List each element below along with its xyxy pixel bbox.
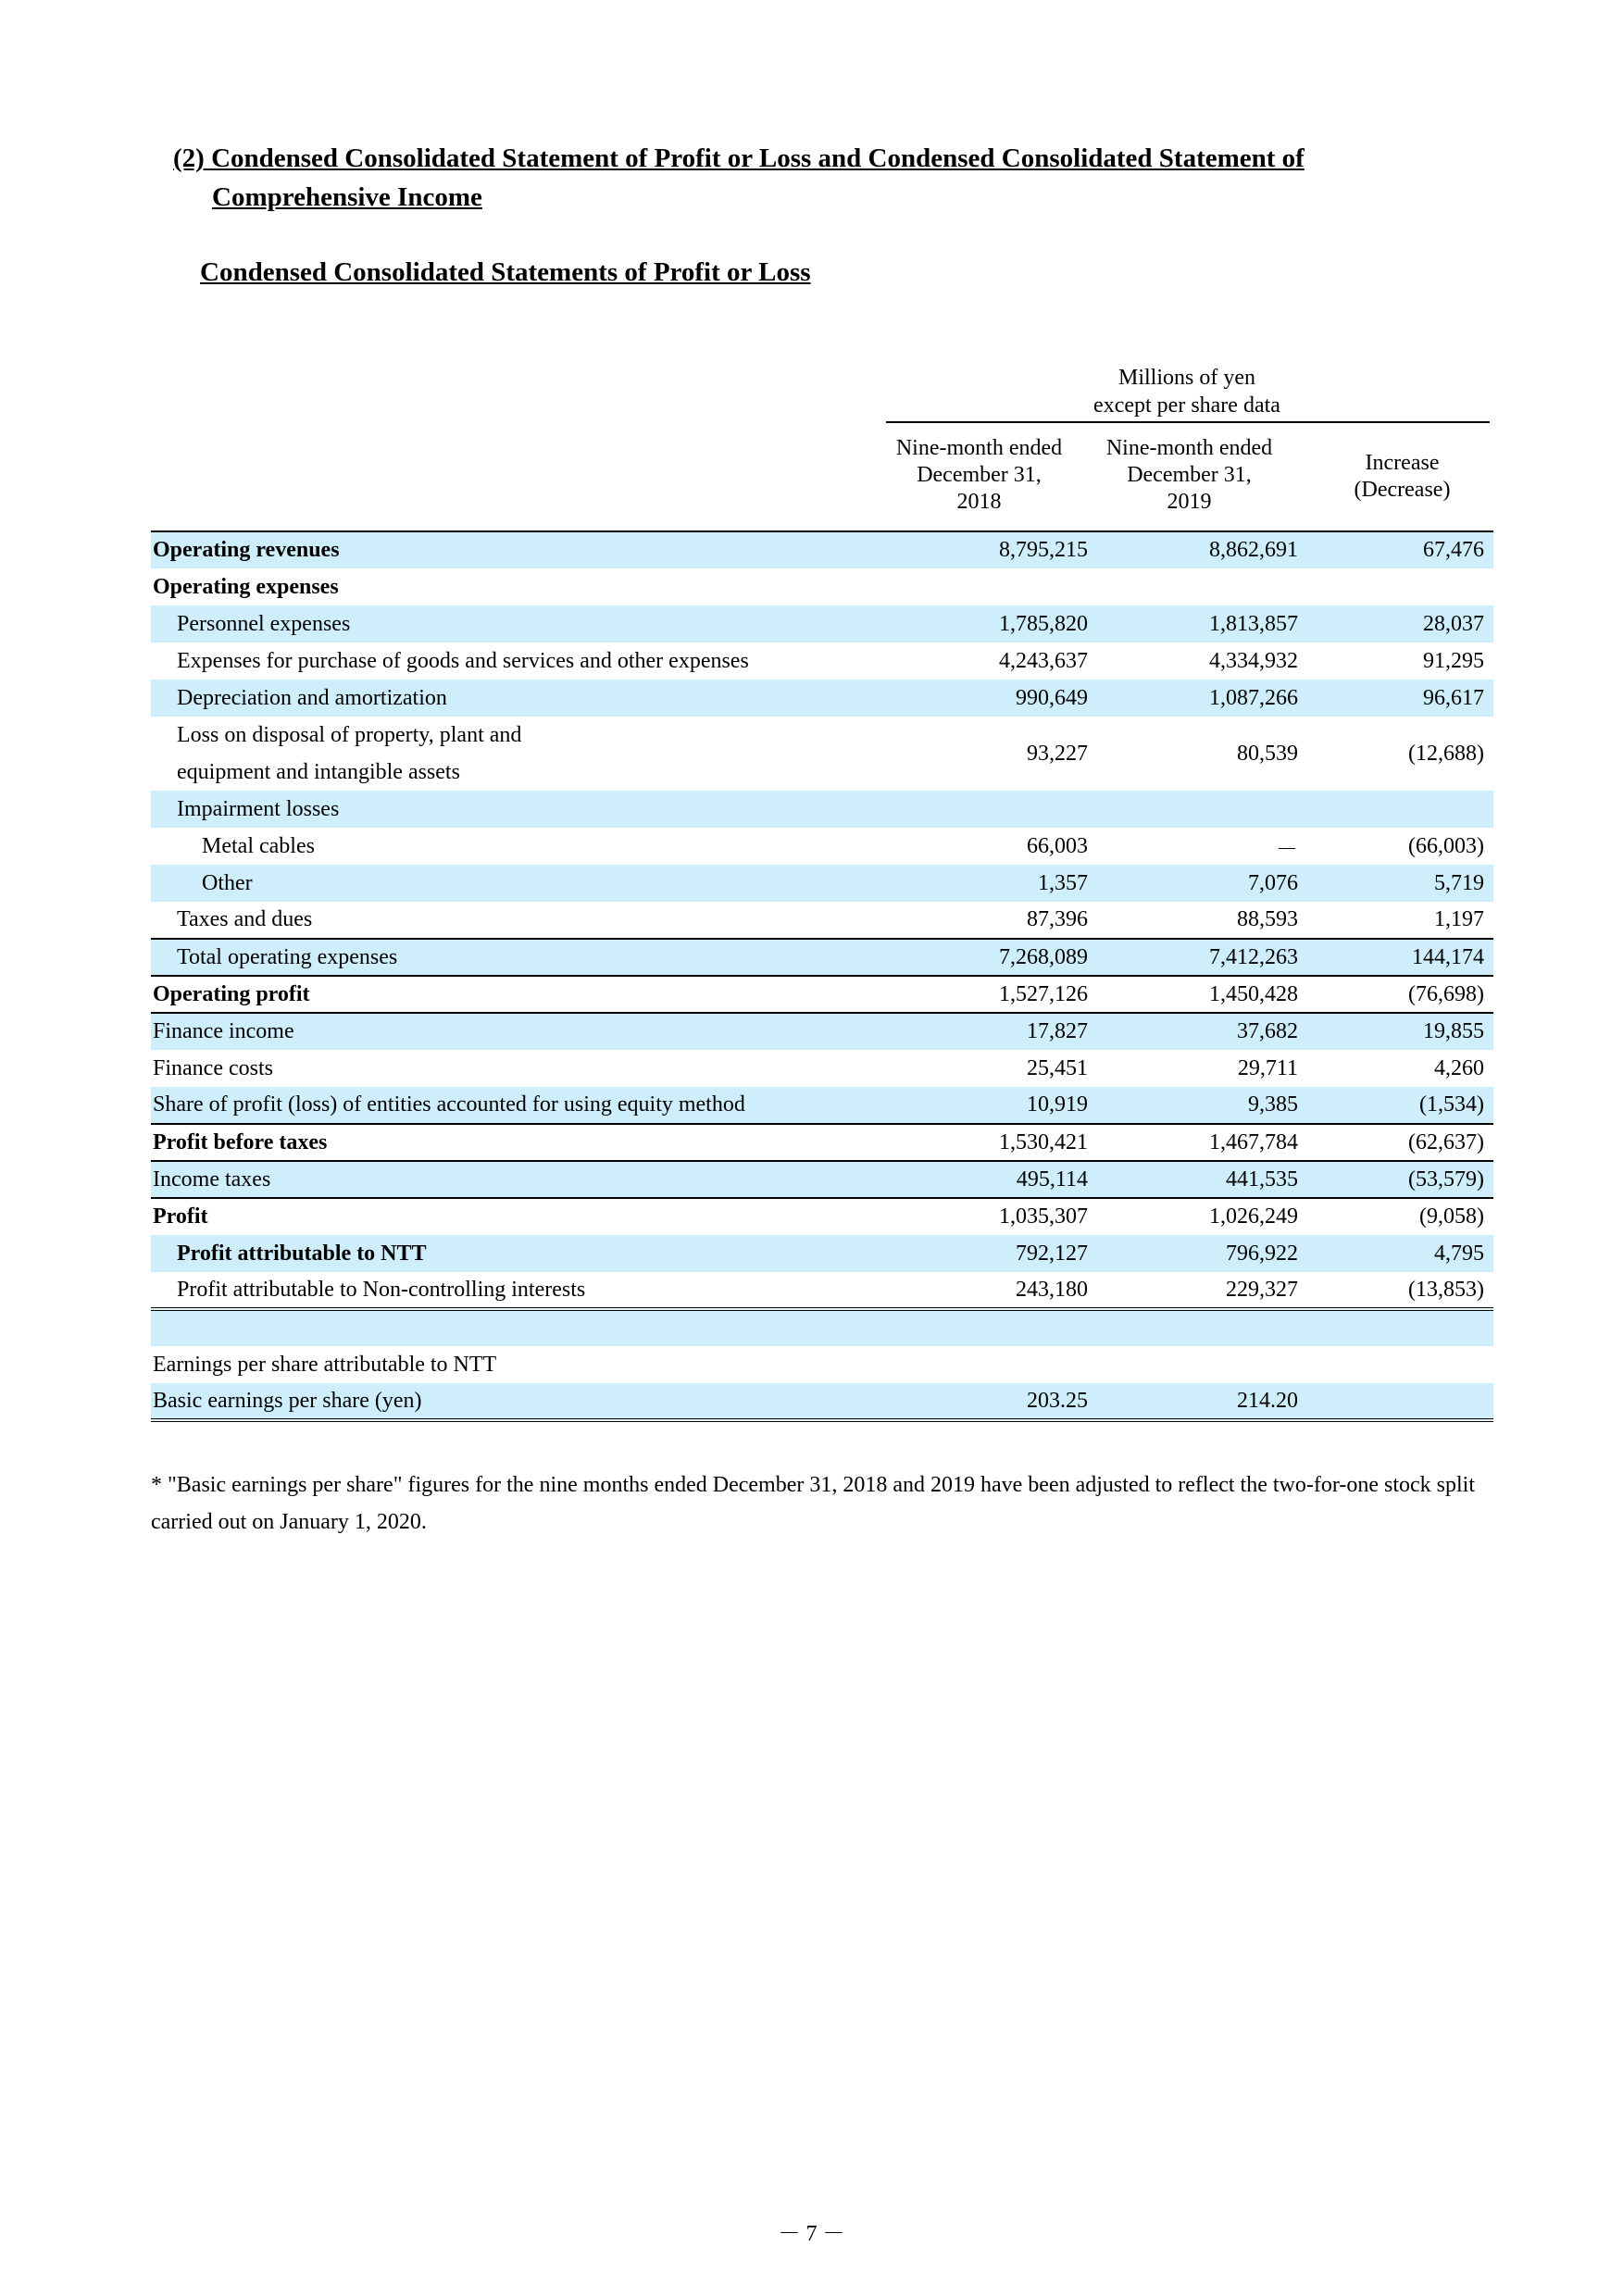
row-label: Finance income — [151, 1013, 887, 1050]
value-change: (12,688) — [1408, 741, 1484, 766]
column-header-2018 — [875, 435, 1083, 516]
value-2018: 25,451 — [1027, 1055, 1088, 1080]
table-row — [151, 568, 1493, 605]
table-row — [151, 865, 1493, 902]
value-2019: 1,026,249 — [1095, 1198, 1305, 1235]
row-label: Profit attributable to NTT — [151, 1235, 887, 1272]
statement-title-line1: (2) Condensed Consolidated Statement of Profit or Loss and Condensed Consolidated Statement of — [173, 144, 1305, 173]
row-label: Earnings per share attributable to NTT — [153, 1352, 497, 1377]
value-2019 — [1095, 568, 1305, 605]
table-row — [151, 1235, 1493, 1272]
table-row — [151, 1346, 1493, 1383]
table-row — [151, 1272, 1493, 1309]
col2019-line3: 2019 — [1167, 490, 1212, 514]
table-row — [151, 902, 1493, 939]
value-change: 4,260 — [1434, 1055, 1484, 1080]
value-2019 — [1095, 791, 1305, 828]
value-change — [1305, 1383, 1493, 1420]
value-2018: 93,227 — [1027, 741, 1088, 766]
table-row — [151, 680, 1493, 717]
value-2018: 203.25 — [887, 1383, 1095, 1420]
value-2018: 1,035,307 — [887, 1198, 1095, 1235]
value-2018: 495,114 — [887, 1161, 1095, 1198]
value-change: 19,855 — [1305, 1013, 1493, 1050]
value-2019: 441,535 — [1095, 1161, 1305, 1198]
value-change: 67,476 — [1305, 531, 1493, 568]
table-row — [151, 1198, 1493, 1235]
value-2018: 87,396 — [1027, 907, 1088, 931]
value-change — [1305, 791, 1493, 828]
table-row — [151, 1087, 1493, 1124]
value-2019: 1,450,428 — [1095, 976, 1305, 1013]
value-2019: 80,539 — [1237, 741, 1298, 766]
colchange-line2: (Decrease) — [1354, 478, 1451, 502]
col2018-line1: Nine-month ended — [895, 436, 1063, 460]
table-row — [151, 1383, 1493, 1420]
table-row — [151, 939, 1493, 976]
row-label: Expenses for purchase of goods and services and other expenses — [177, 648, 749, 673]
value-2018: 1,527,126 — [887, 976, 1095, 1013]
row-label: Profit before taxes — [151, 1124, 887, 1161]
column-header-2019 — [1085, 435, 1293, 516]
footnote: * "Basic earnings per share" figures for the nine months ended December 31, 2018 and 2019 have been adjusted to reflect the two-for-one stock split carried out on January 1, 2020. — [151, 1473, 1476, 1534]
value-2018: 1,357 — [887, 865, 1095, 902]
value-change: 4,795 — [1305, 1235, 1493, 1272]
section-subtitle: Condensed Consolidated Statements of Profit or Loss — [200, 257, 811, 287]
value-2019: 1,087,266 — [1095, 680, 1305, 717]
value-2019: 4,334,932 — [1209, 648, 1298, 673]
profit-loss-table — [151, 530, 1493, 1422]
value-2018 — [887, 1346, 1095, 1383]
value-change: (9,058) — [1305, 1198, 1493, 1235]
units-rule — [886, 421, 1490, 423]
value-2019 — [1095, 1346, 1305, 1383]
statement-title-line2: Comprehensive Income — [212, 182, 482, 212]
value-2018: 8,795,215 — [887, 531, 1095, 568]
value-2019: 7,412,263 — [1095, 939, 1305, 976]
units-header — [1034, 364, 1340, 419]
col2018-line2: December 31, — [917, 463, 1042, 487]
value-2018: 66,003 — [1027, 833, 1088, 858]
value-2018: 1,785,820 — [887, 605, 1095, 643]
row-label: Depreciation and amortization — [151, 680, 887, 717]
value-change: (1,534) — [1305, 1087, 1493, 1124]
value-2019: － — [1276, 837, 1298, 862]
row-label: Taxes and dues — [177, 907, 313, 931]
table-row — [151, 717, 1493, 791]
value-2019: 8,862,691 — [1095, 531, 1305, 568]
row-label: Basic earnings per share (yen) — [151, 1383, 887, 1420]
column-header-change — [1298, 450, 1506, 504]
value-2019: 229,327 — [1095, 1272, 1305, 1309]
value-2018: 990,649 — [887, 680, 1095, 717]
value-2019: 1,813,857 — [1095, 605, 1305, 643]
table-row — [151, 1161, 1493, 1198]
row-label: Share of profit (loss) of entities accounted for using equity method — [151, 1087, 887, 1124]
table-row — [151, 531, 1493, 568]
row-label: Other — [151, 865, 887, 902]
value-2018: 7,268,089 — [887, 939, 1095, 976]
table-row — [151, 976, 1493, 1013]
value-2019: 214.20 — [1095, 1383, 1305, 1420]
value-change: (66,003) — [1408, 833, 1484, 858]
row-label: Profit attributable to Non-controlling interests — [151, 1272, 887, 1309]
col2019-line1: Nine-month ended — [1105, 436, 1273, 460]
value-change: (53,579) — [1305, 1161, 1493, 1198]
value-change: 28,037 — [1305, 605, 1493, 643]
value-change: 144,174 — [1305, 939, 1493, 976]
value-2019: 29,711 — [1237, 1055, 1298, 1080]
value-2018: 243,180 — [887, 1272, 1095, 1309]
value-2018 — [887, 568, 1095, 605]
table-row — [151, 1013, 1493, 1050]
value-change — [1305, 568, 1493, 605]
statement-title — [173, 139, 1469, 217]
row-label: Operating expenses — [153, 574, 339, 599]
value-2019: 7,076 — [1095, 865, 1305, 902]
row-label: Income taxes — [151, 1161, 887, 1198]
row-label: Impairment losses — [151, 791, 887, 828]
value-change: 96,617 — [1305, 680, 1493, 717]
value-change: (76,698) — [1305, 976, 1493, 1013]
value-2018: 17,827 — [887, 1013, 1095, 1050]
row-label: Profit — [151, 1198, 887, 1235]
value-2019: 9,385 — [1095, 1087, 1305, 1124]
row-label: Loss on disposal of property, plant and equipment and intangible assets — [177, 723, 522, 784]
value-2018: 792,127 — [887, 1235, 1095, 1272]
page-number: － 7 － — [778, 2222, 845, 2246]
row-label: Metal cables — [202, 833, 315, 858]
col2018-line3: 2018 — [956, 490, 1002, 514]
value-change: 1,197 — [1434, 907, 1484, 931]
value-change: 91,295 — [1423, 648, 1484, 673]
row-label: Total operating expenses — [151, 939, 887, 976]
row-label: Personnel expenses — [151, 605, 887, 643]
value-change — [1305, 1346, 1493, 1383]
spacer-row — [151, 1309, 1493, 1346]
table-row — [151, 791, 1493, 828]
value-2019: 88,593 — [1237, 907, 1298, 931]
table-row — [151, 828, 1493, 865]
table-row — [151, 1050, 1493, 1087]
row-label: Operating revenues — [151, 531, 887, 568]
units-line2: except per share data — [1093, 393, 1280, 418]
value-2018: 4,243,637 — [999, 648, 1088, 673]
value-2018: 10,919 — [887, 1087, 1095, 1124]
value-2018 — [887, 791, 1095, 828]
value-change: 5,719 — [1305, 865, 1493, 902]
table-row — [151, 643, 1493, 680]
value-2019: 37,682 — [1095, 1013, 1305, 1050]
units-line1: Millions of yen — [1118, 366, 1255, 390]
row-label: Finance costs — [153, 1055, 273, 1080]
value-2019: 1,467,784 — [1095, 1124, 1305, 1161]
colchange-line1: Increase — [1365, 451, 1440, 475]
table-row — [151, 1124, 1493, 1161]
col2019-line2: December 31, — [1127, 463, 1252, 487]
table-row — [151, 605, 1493, 643]
value-2018: 1,530,421 — [887, 1124, 1095, 1161]
value-2019: 796,922 — [1095, 1235, 1305, 1272]
row-label: Operating profit — [151, 976, 887, 1013]
value-change: (62,637) — [1305, 1124, 1493, 1161]
value-change: (13,853) — [1305, 1272, 1493, 1309]
